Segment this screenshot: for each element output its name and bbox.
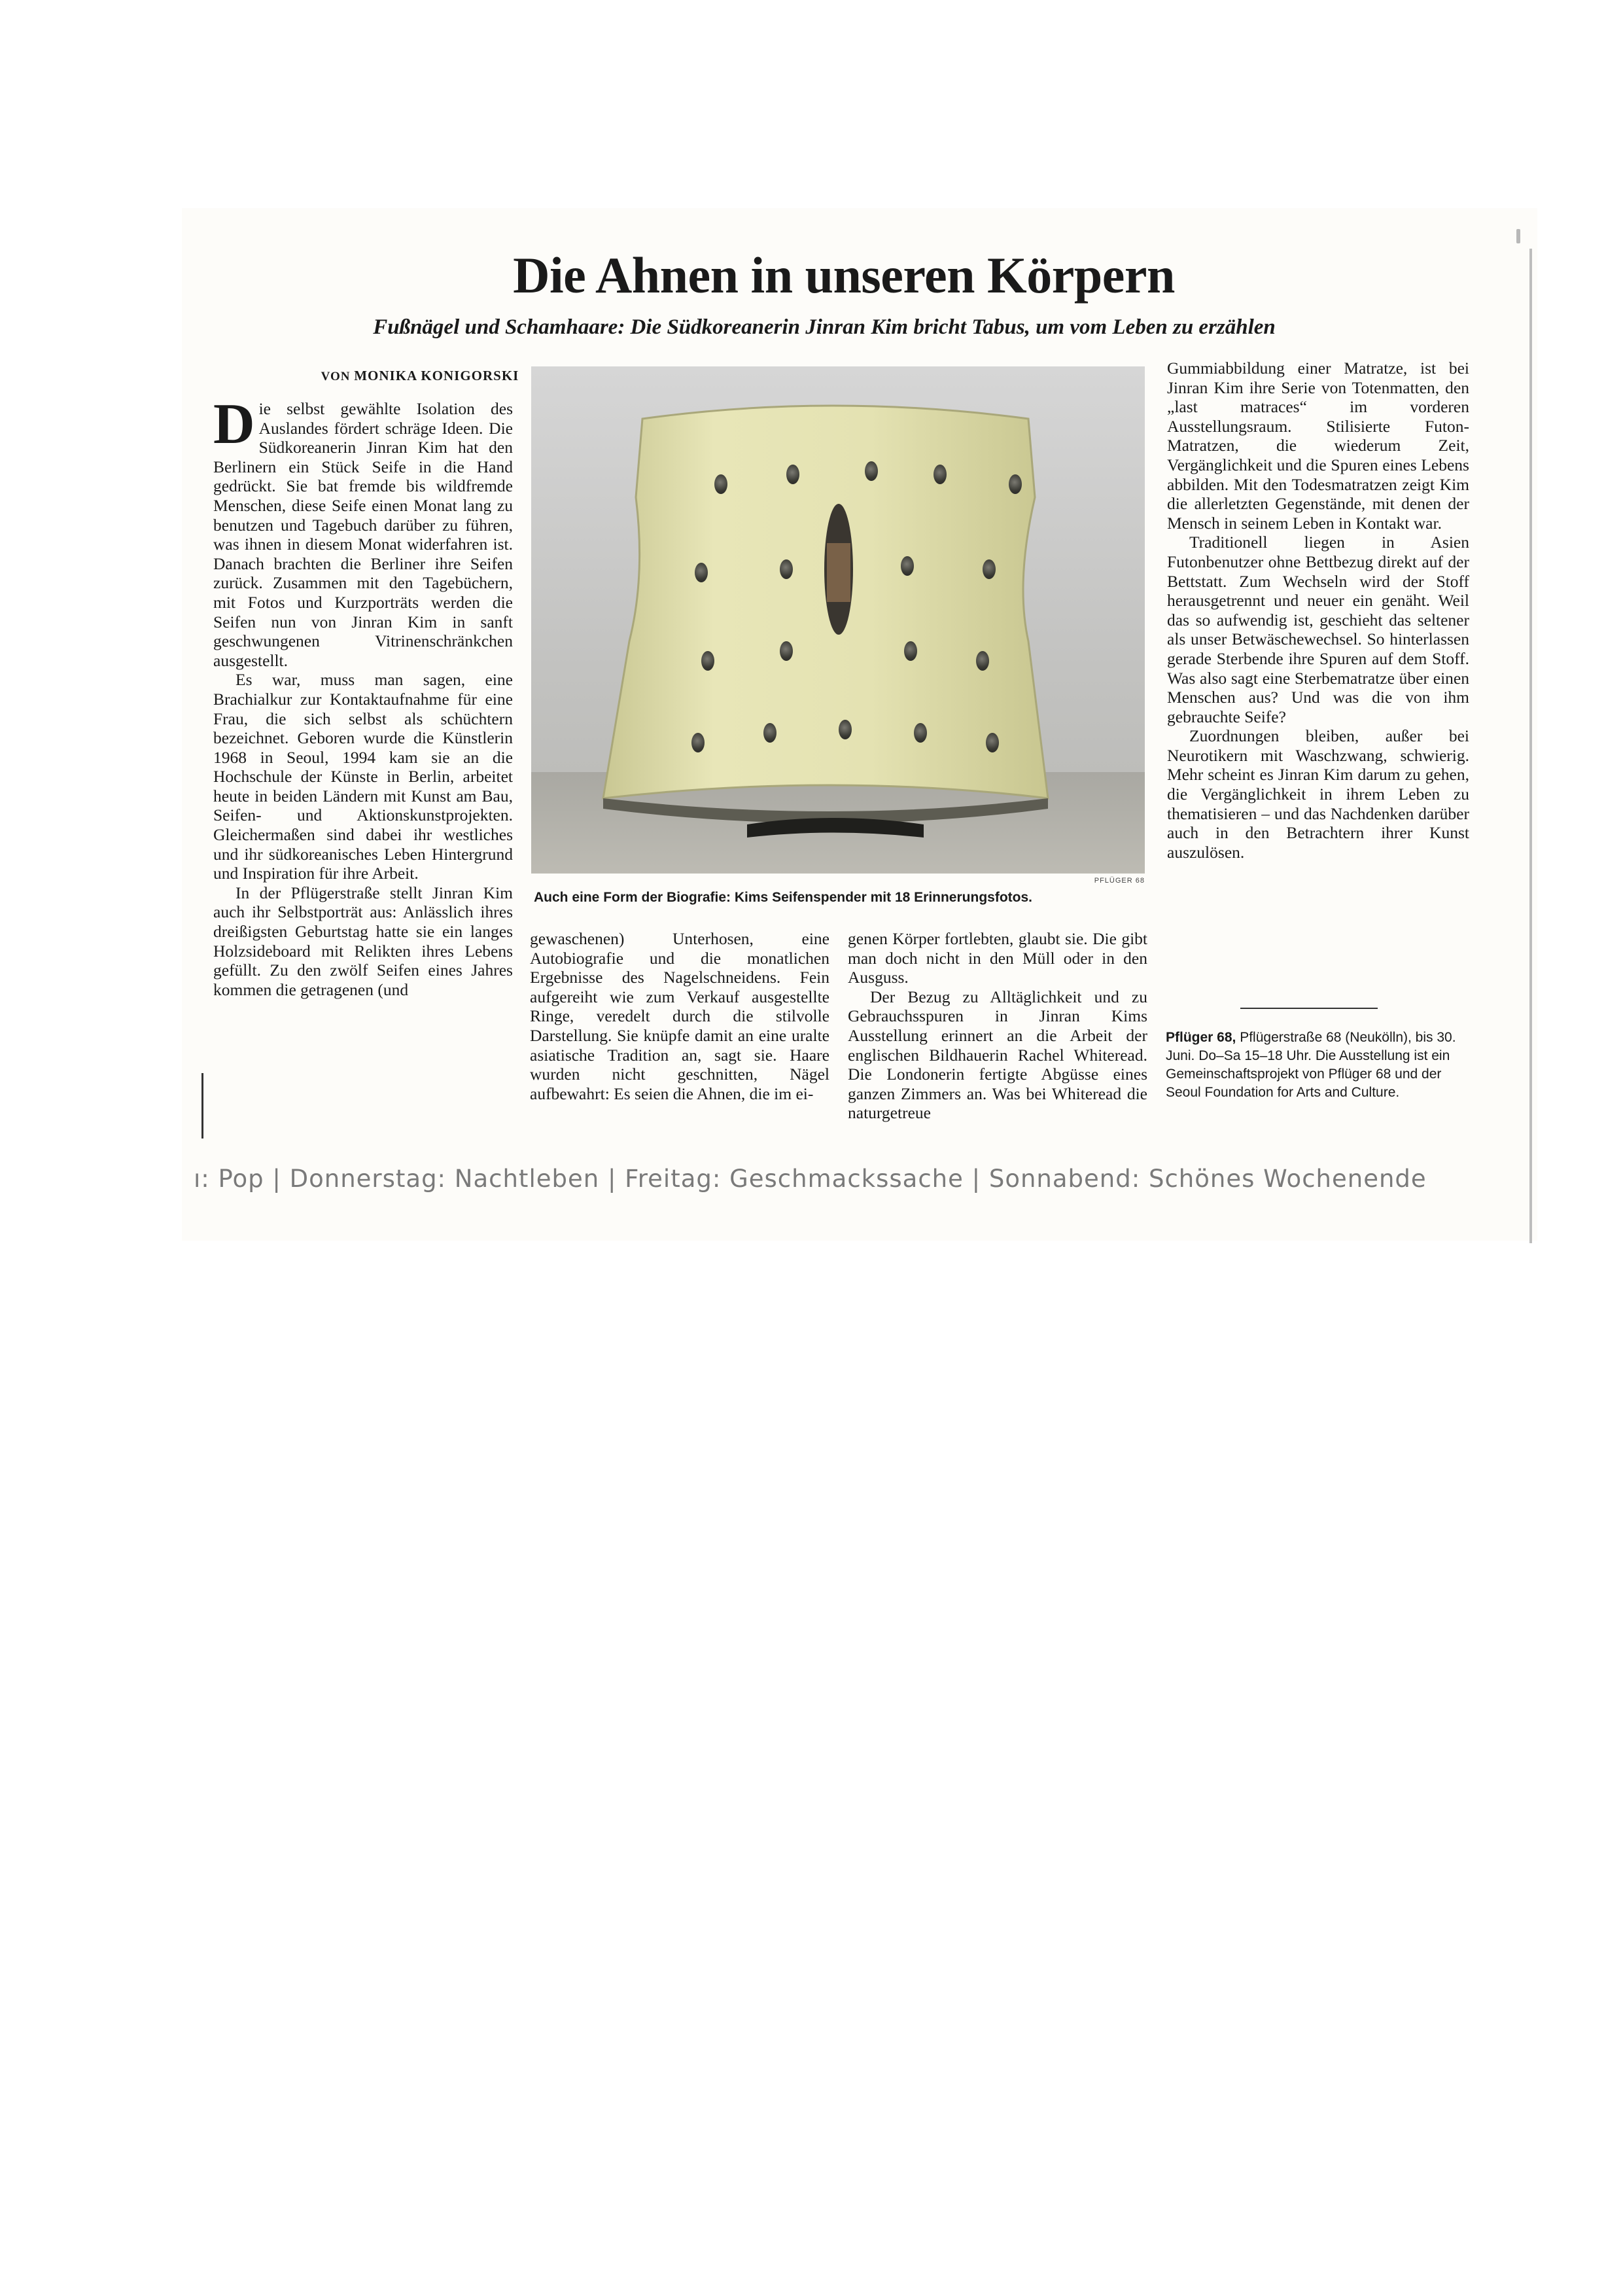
memory-photo-dot bbox=[865, 461, 878, 481]
scan-edge-line bbox=[1529, 249, 1532, 1243]
article-column-1 bbox=[213, 393, 513, 999]
article-subheadline: Fußnägel und Schamhaare: Die Südkoreanerin Jinran Kim bricht Tabus, um vom Leben zu erzählen bbox=[373, 315, 1276, 339]
memory-photo-dot bbox=[934, 465, 947, 484]
memory-photo-dot bbox=[695, 563, 708, 582]
exhibition-info bbox=[1166, 1029, 1473, 1102]
memory-photo-dot bbox=[780, 559, 793, 579]
paragraph: Gummiabbildung einer Matratze, ist bei Jinran Kim ihre Serie von Totenmatten, den „last matraces“ im vorderen Ausstellungsraum. Stilisierte Futon-Matratzen, die wiederum Zeit, Vergänglichkeit und die Spuren eines Lebens abbilden. Mit den Todesmatratzen zeigt Kim die allerletzten Gegenstände, mit denen der Mensch in seinem Leben in Kontakt war. bbox=[1167, 359, 1469, 533]
memory-photo-dot bbox=[914, 723, 927, 743]
paragraph: Zuordnungen bleiben, außer bei Neurotikern mit Waschzwang, schwierig. Mehr scheint es Jinran Kim darum zu gehen, die Vergänglichkeit in ihrem Leben zu thematisieren – und das Nachdenken darüber auch in den Betrachtern ihrer Kunst auszulösen. bbox=[1167, 726, 1469, 862]
paragraph: gewaschenen) Unterhosen, eine Autobiografie und die monatlichen Ergebnisse des Nagelschneidens. Fein aufgereiht wie zum Verkauf ausgestellte Ringe, veredelt durch die stilvolle Darstellung. Sie knüpfe damit an eine uralte asiatische Tradition an, sagt sie. Haare wurden nicht geschnitten, Nägel aufbewahrt: Es seien die Ahnen, die im ei- bbox=[530, 929, 829, 1103]
memory-photo-dot bbox=[763, 723, 777, 743]
exhibition-details: Pflügerstraße 68 (Neukölln), bis 30. Juni. Do–Sa 15–18 Uhr. Die Ausstellung ist ein Gemeinschaftsprojekt von Pflüger 68 und der Seoul Foundation for Arts and Culture. bbox=[1166, 1030, 1456, 1100]
photo-credit: PFLÜGER 68 bbox=[1094, 877, 1145, 885]
photo-caption: Auch eine Form der Biografie: Kims Seifenspender mit 18 Erinnerungsfotos. bbox=[534, 890, 1032, 905]
column-rule bbox=[201, 1073, 203, 1139]
byline-prefix: VON bbox=[321, 370, 355, 383]
memory-photo-dot bbox=[786, 465, 799, 484]
paragraph: Traditionell liegen in Asien Futonbenutzer ohne Bettbezug direkt auf der Bettstatt. Zum Wechseln wird der Stoff herausgetrennt und neuer ein genäht. Weil das so aufwendig ist, geschieht das seltener als unser Betwäschewechsel. So hinterlassen gerade Sterbende ihre Spuren auf dem Stoff. Was also sagt eine Sterbematratze über einen Menschen aus? Und was die von ihm gebrauchte Seife? bbox=[1167, 533, 1469, 726]
memory-photo-dot bbox=[904, 641, 917, 661]
article-column-3 bbox=[848, 929, 1147, 1123]
paragraph: Es war, muss man sagen, eine Brachialkur zur Kontaktaufnahme für eine Frau, die sich selbst als schüchtern bezeichnet. Geboren wurde die Künstlerin 1968 in Seoul, 1994 kam sie an die Hochschule der Künste in Berlin, arbeitet heute in beiden Ländern mit Kunst am Bau, Seifen- und Aktionskunstprojekten. Gleichermaßen sind dabei ihr westliches und ihr südkoreanisches Leben Hintergrund und Inspiration für ihre Arbeit. bbox=[213, 670, 513, 883]
article-column-2 bbox=[530, 929, 829, 1103]
memory-photo-dot bbox=[714, 474, 727, 494]
scan-speck bbox=[1516, 229, 1520, 243]
paragraph: In der Pflügerstraße stellt Jinran Kim auch ihr Selbstporträt aus: Anlässlich ihres dreißigsten Geburtstag hatte sie ein langes Holzsideboard mit Relikten ihres Lebens gefüllt. Zu den zwölf Seifen eines Jahres kommen die getragenen (und bbox=[213, 883, 513, 999]
paragraph: genen Körper fortlebten, glaubt sie. Die gibt man doch nicht in den Müll oder in den Ausguss. bbox=[848, 929, 1147, 987]
soap-dispenser-sculpture bbox=[531, 366, 1145, 874]
memory-photo-dot bbox=[701, 651, 714, 671]
memory-photo-dot bbox=[986, 733, 999, 752]
memory-photo-dot bbox=[780, 641, 793, 661]
memory-photo-dot bbox=[976, 651, 989, 671]
memory-photo-dot bbox=[1009, 474, 1022, 494]
byline bbox=[263, 368, 577, 384]
paragraph: Der Bezug zu Alltäglichkeit und zu Gebrauchsspuren in Jinran Kims Ausstellung erinnert an die Arbeit der englischen Bildhauerin Rachel Whiteread. Die Londonerin fertigte Abgüsse eines ganzen Zimmers an. Was bei Whiteread die naturgetreue bbox=[848, 987, 1147, 1123]
paragraph: ie selbst gewählte Isolation des Auslandes fördert schräge Ideen. Die Südkoreanerin Jinran Kim hat den Berlinern ein Stück Seife in die Hand gedrückt. Sie bat fremde bis wildfremde Menschen, diese Seife einen Monat lang zu benutzen und Tagebuch darüber zu führen, was ihnen in diesem Monat widerfahren ist. Danach brachten die Berliner ihre Seifen zurück. Zusammen mit den Tagebüchern, mit Fotos und Kurzporträts werden die Seifen nun von Jinran Kim in sanft geschwungenen Vitrinenschränkchen ausgestellt. bbox=[213, 399, 513, 670]
memory-photo-dot bbox=[983, 559, 996, 579]
article-photo bbox=[531, 366, 1145, 874]
venue-name: Pflüger 68, bbox=[1166, 1030, 1236, 1045]
article-column-4 bbox=[1167, 359, 1469, 862]
article-headline: Die Ahnen in unseren Körpern bbox=[513, 247, 1175, 304]
info-separator bbox=[1240, 1008, 1378, 1009]
drop-cap: D bbox=[213, 393, 255, 456]
memory-photo-dot bbox=[839, 720, 852, 739]
memory-photo-dot bbox=[901, 556, 914, 576]
memory-photo-dot bbox=[691, 733, 705, 752]
section-footer: ı: Pop | Donnerstag: Nachtleben | Freitag: Geschmackssache | Sonnabend: Schönes Wochenende bbox=[194, 1165, 1427, 1193]
byline-author: MONIKA KONIGORSKI bbox=[354, 368, 519, 383]
